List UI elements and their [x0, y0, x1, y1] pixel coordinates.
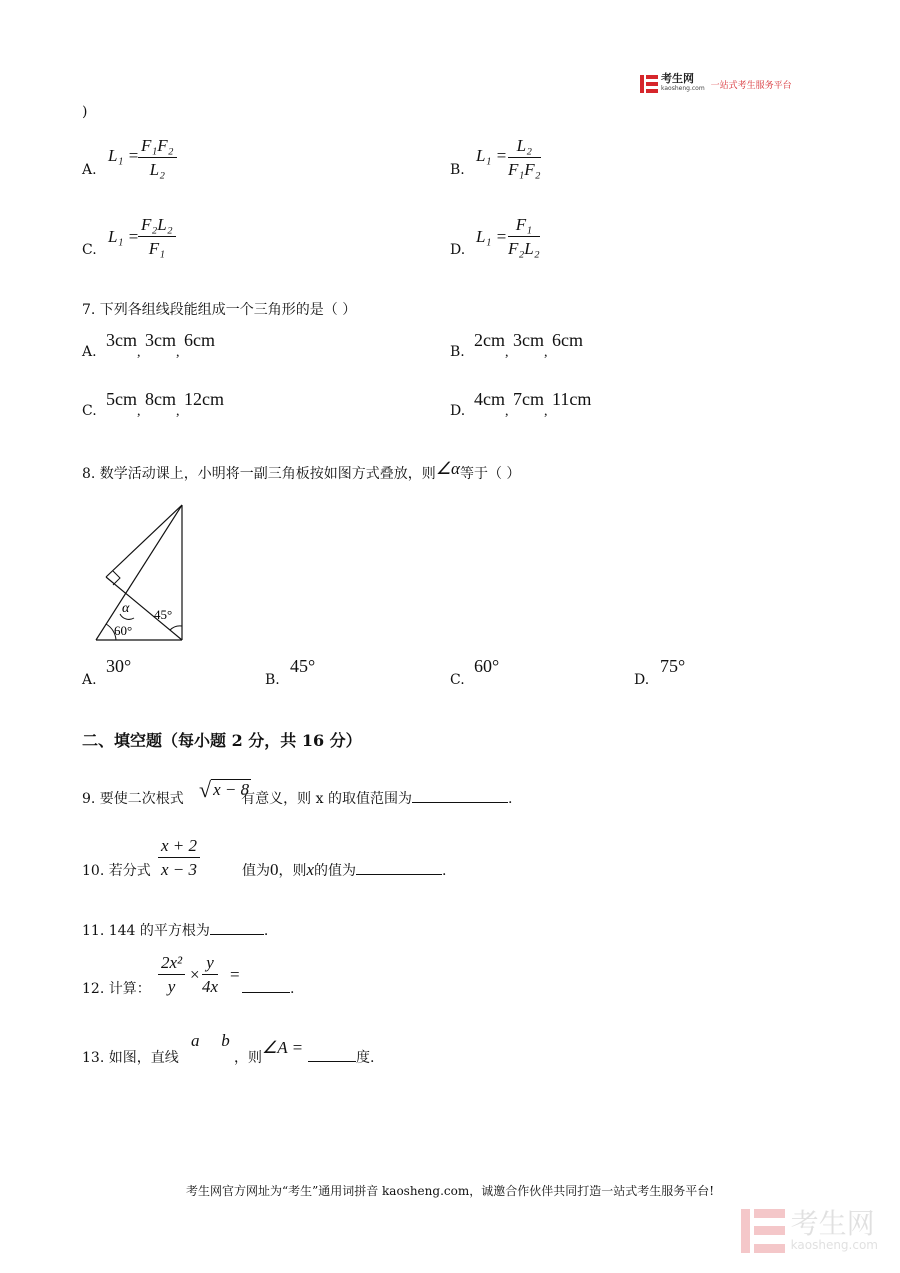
- q11-text: 11. 144 的平方根为: [82, 923, 210, 939]
- q9-sqrt-symbol: √: [199, 777, 212, 802]
- q11-answer-blank: [210, 920, 264, 935]
- q8-option-a-value: 30°: [106, 656, 132, 676]
- q9-answer-blank: [412, 788, 508, 803]
- q6-option-d-lhs: L₁ =: [476, 227, 508, 246]
- q6-option-b-lhs: L₁ =: [476, 146, 508, 165]
- q7-a-v2: 3cm: [145, 330, 176, 350]
- q10-fraction: [158, 836, 200, 880]
- q7-a-v1: 3cm: [106, 330, 137, 350]
- q8-line-upper: [106, 505, 182, 577]
- watermark-domain: kaosheng.com: [790, 1238, 878, 1252]
- q6-option-d-fraction: [508, 215, 540, 259]
- q9-pre: 9. 要使二次根式: [82, 791, 184, 807]
- q7-d-v3: 11cm: [552, 389, 592, 409]
- q7-b-v2: 3cm: [513, 330, 544, 350]
- q13-angle: ∠A =: [262, 1038, 304, 1057]
- q6-option-d-label: D.: [450, 242, 466, 258]
- q7-option-d-label: D.: [450, 403, 466, 419]
- q12-pre: 12. 计算：: [82, 981, 151, 997]
- q6-tail: ): [82, 104, 88, 120]
- q12-answer-blank: [242, 978, 290, 993]
- q10-post: .: [442, 863, 447, 879]
- header-logo: [640, 74, 792, 94]
- q6-option-c-den: F₁: [148, 239, 165, 258]
- q6-option-b-num: L₂: [508, 136, 541, 158]
- q8-stem-angle: ∠α: [435, 459, 460, 478]
- q8-stem-pre: 8. 数学活动课上，小明将一副三角板按如图方式叠放，则: [82, 466, 436, 482]
- q8-label-45: 45°: [154, 607, 173, 622]
- q10-zero: 0: [270, 860, 279, 879]
- q13-answer-blank: [308, 1047, 356, 1062]
- q12-fraction-1: [158, 953, 185, 997]
- q8-option-b-label: B.: [265, 672, 280, 688]
- q8-option-b-value: 45°: [290, 656, 316, 676]
- q13-answer: [308, 1047, 374, 1067]
- q6-option-d-num: F₁: [508, 215, 540, 237]
- q6-option-a-lhs: L₁ =: [108, 146, 140, 165]
- q12-den1: y: [167, 977, 176, 996]
- q6-option-a-den: L₂: [149, 160, 165, 179]
- q7-option-b-label: B.: [450, 344, 465, 360]
- q6-option-a-label: A.: [82, 162, 97, 178]
- q10-den: x − 3: [161, 860, 198, 879]
- q10-var: x: [306, 860, 315, 879]
- q7-option-d-values: $4cm_,$ $7cm_,$ 11cm: [474, 389, 592, 419]
- q6-option-b-label: B.: [450, 162, 465, 178]
- section-2-title: 二、填空题（每小题 2 分，共 16 分）: [82, 731, 362, 750]
- q10-pre: 10. 若分式: [82, 863, 151, 879]
- q13-pre: 13. 如图，直线: [82, 1050, 179, 1066]
- q6-option-a-num: F₁F₂: [138, 136, 177, 158]
- q11-row: [82, 920, 268, 940]
- q8-figure: [90, 500, 190, 646]
- q10-answer-blank: [356, 860, 442, 875]
- q7-option-a-values: $3cm_,$ $3cm_,$ 6cm: [106, 330, 215, 360]
- q9-row: [82, 788, 512, 808]
- watermark-name: 考生网: [790, 1207, 875, 1240]
- q12-den2: 4x: [202, 977, 219, 996]
- q8-option-a-label: A.: [82, 672, 97, 688]
- q7-a-v3: 6cm: [184, 330, 215, 350]
- q8-label-60: 60°: [114, 623, 133, 638]
- q7-b-v1: 2cm: [474, 330, 505, 350]
- q10-tail: [242, 860, 447, 880]
- q7-c-v1: 5cm: [106, 389, 137, 409]
- q7-b-v3: 6cm: [552, 330, 583, 350]
- q12-answer: [242, 978, 294, 997]
- q12-num1: 2x²: [158, 953, 185, 975]
- logo-icon: [640, 75, 658, 93]
- footer-text: 考生网官方网址为“考生”通用词拼音 kaosheng.com，诚邀合作伙伴共同打造一站式考生服务平台!: [185, 1184, 715, 1198]
- q6-option-b-den: F₁F₂: [508, 160, 541, 179]
- q9-post: .: [507, 791, 513, 807]
- q13-post: 度.: [356, 1050, 375, 1066]
- q8-option-d-value: 75°: [660, 656, 686, 676]
- logo-domain: kaosheng.com: [661, 85, 705, 92]
- q8-stem: [82, 459, 521, 483]
- q10-mid3: 的值为: [314, 863, 357, 879]
- q10-mid2: ，则: [278, 863, 307, 879]
- q7-d-v1: 4cm: [474, 389, 505, 409]
- q6-option-c-label: C.: [82, 242, 97, 258]
- q7-c-v3: 12cm: [184, 389, 224, 409]
- q7-option-b-values: $2cm_,$ $3cm_,$ 6cm: [474, 330, 583, 360]
- q7-option-a-label: A.: [82, 344, 97, 360]
- q6-option-c-num: F₂L₂: [138, 215, 176, 237]
- q7-d-v2: 7cm: [513, 389, 544, 409]
- q9-radical: [199, 775, 251, 801]
- q9-mid: 有意义，则 x 的取值范围为: [241, 791, 412, 807]
- q7-option-c-label: C.: [82, 403, 97, 419]
- q6-option-a-fraction: [138, 136, 177, 180]
- logo-name: 考生网: [661, 72, 694, 85]
- q8-option-d-label: D.: [634, 672, 650, 688]
- watermark-icon: [741, 1209, 785, 1253]
- q13-math: a ⃞ b: [191, 1031, 230, 1050]
- q12-fraction-2: [202, 953, 218, 997]
- q6-option-c-lhs: L₁ =: [108, 227, 140, 246]
- watermark: [741, 1209, 878, 1253]
- q12-equals: =: [230, 965, 240, 984]
- q8-option-c-label: C.: [450, 672, 465, 688]
- q7-c-v2: 8cm: [145, 389, 176, 409]
- q6-option-b-fraction: [508, 136, 541, 180]
- q6-option-d-den: F₂L₂: [508, 239, 540, 258]
- q7-option-c-values: $5cm_,$ $8cm_,$ 12cm: [106, 389, 224, 419]
- q8-stem-post: 等于（ ）: [459, 466, 521, 482]
- q7-stem: 7. 下列各组线段能组成一个三角形的是（ ）: [82, 302, 357, 318]
- q8-arc-45: [170, 626, 182, 630]
- q9-radicand: x − 8: [213, 780, 250, 799]
- q13-mid: ，则: [234, 1050, 262, 1066]
- logo-slogan: 一站式考生服务平台: [710, 80, 792, 91]
- q8-option-c-value: 60°: [474, 656, 500, 676]
- q10-num: x + 2: [158, 836, 200, 858]
- q6-option-c-fraction: [138, 215, 176, 259]
- q12-num2: y: [202, 953, 218, 975]
- q12-post: .: [290, 981, 295, 997]
- q10-mid1: 值为: [242, 863, 270, 879]
- q12-times: ×: [190, 965, 200, 984]
- q8-label-alpha: α: [122, 601, 130, 616]
- q11-post: .: [263, 923, 269, 939]
